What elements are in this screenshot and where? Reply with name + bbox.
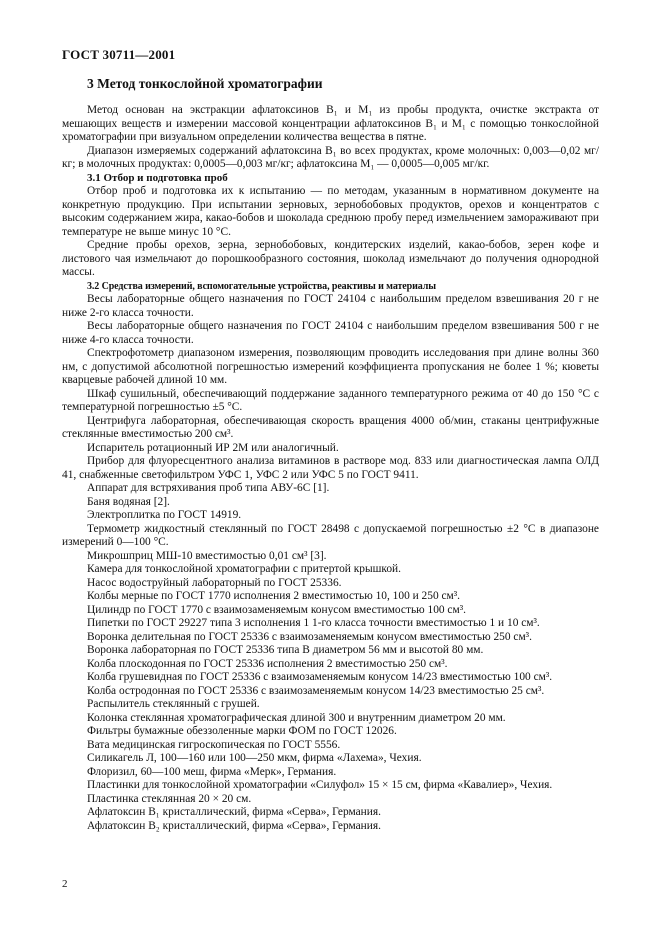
list-item: Микрошприц МШ-10 вместимостью 0,01 см³ [3]. [87,549,327,562]
page-content [62,76,599,833]
section-title: 3 Метод тонкослойной хроматографии [87,76,323,91]
list-item: Пипетки по ГОСТ 29227 типа 3 исполнения 1 1-го класса точности вместимостью 1 и 10 см³. [87,617,540,629]
list-item: Камера для тонкослойной хроматографии с притертой крышкой. [87,563,401,575]
list-item: Колба грушевидная по ГОСТ 25336 с взаимозаменяемым конусом 14/23 вместимостью 100 см³. [87,671,553,683]
list-item: Колонка стеклянная хроматографическая длиной 300 и внутренним диаметром 20 мм. [87,711,506,724]
paragraph: Средние пробы орехов, зерна, зернобобовых, кондитерских изделий, какао-бобов, зерен кофе и листового чая измельчают до порошкообразного состояния, шоколад измельчают до получения однородной массы. [62,239,599,278]
list-item: Термометр жидкостный стеклянный по ГОСТ 28498 с допускаемой погрешностью ±2 °С в диапазоне измерений 0—100 °С. [62,522,599,548]
list-item: Испаритель ротационный ИР 2М или аналогичный. [87,441,339,454]
list-item: Колбы мерные по ГОСТ 1770 исполнения 2 вместимостью 10, 100 и 250 см³. [87,590,461,602]
intro-paragraph: Диапазон измеряемых содержаний афлатоксина B₁ во всех продуктах, кроме молочных: 0,003—0,02 мг/кг; в молочных продуктах: 0,0005—0,003 мг/кг; афлатоксина M₁ — 0,0005—0,005 мг/кг. [62,144,599,170]
list-item: Фильтры бумажные обеззоленные марки ФОМ по ГОСТ 12026. [87,725,397,737]
list-item: Распылитель стеклянный с грушей. [87,698,260,710]
intro-paragraph: Метод основан на экстракции афлатоксинов B₁ и M₁ из пробы продукта, очистке экстракта от мешающих веществ и измерении массовой концентрации афлатоксинов B₁ и M₁ с помощью тонкослойной хроматографии при визуальном определении количества вещества в пятне. [62,104,599,143]
list-item: Весы лабораторные общего назначения по ГОСТ 24104 с наибольшим пределом взвешивания 500 г не ниже 4-го класса точности. [62,320,599,346]
list-item: Воронка делительная по ГОСТ 25336 с взаимозаменяемым конусом вместимостью 250 см³. [87,630,532,643]
subsection-title: 3.2 Средства измерений, вспомогательные устройства, реактивы и материалы [87,280,436,292]
list-item: Силикагель Л, 100—160 или 100—250 мкм, фирма «Лахема», Чехия. [87,752,422,764]
list-item: Пластинка стеклянная 20 × 20 см. [87,792,252,805]
list-item: Насос водоструйный лабораторный по ГОСТ 25336. [87,576,342,589]
list-item: Шкаф сушильный, обеспечивающий поддержание заданного температурного режима от 40 до 150 °С с температурной погрешностью ±5 °С. [62,387,599,413]
list-item: Вата медицинская гигроскопическая по ГОСТ 5556. [87,738,341,751]
list-item: Афлатоксин B₂ кристаллический, фирма «Серва», Германия. [87,819,381,832]
subsection-title: 3.1 Отбор и подготовка проб [87,171,228,184]
list-item: Воронка лабораторная по ГОСТ 25336 типа В диаметром 56 мм и высотой 80 мм. [87,644,484,656]
list-item: Весы лабораторные общего назначения по ГОСТ 24104 с наибольшим пределом взвешивания 20 г не ниже 2-го класса точности. [62,293,599,319]
list-item: Центрифуга лабораторная, обеспечивающая скорость вращения 4000 об/мин, стаканы центрифужные стеклянные вместимостью 200 см³. [62,414,599,440]
list-item: Афлатоксин B₁ кристаллический, фирма «Серва», Германия. [87,806,381,818]
equipment-list [62,293,599,833]
list-item: Спектрофотометр диапазоном измерения, позволяющим проводить исследования при длине волны 360 нм, с допустимой абсолютной погрешностью измерений коэффициента пропускания не более 1 %; кюветы кварцевые рабочей длиной 10 мм. [62,347,599,386]
paragraph: Отбор проб и подготовка их к испытанию — по методам, указанным в нормативном документе на конкретную продукцию. При испытании зерновых, зернобобовых продуктов, орехов и концентратов с высоким содержанием жира, какао-бобов и шоколада среднюю пробу перед измельчением замораживают при температуре не выше минус 10 °С. [62,185,599,238]
list-item: Флоризил, 60—100 меш, фирма «Мерк», Германия. [87,765,337,778]
document-header: ГОСТ 30711—2001 [62,47,176,62]
list-item: Колба плоскодонная по ГОСТ 25336 исполнения 2 вместимостью 250 см³. [87,657,448,670]
list-item: Колба остродонная по ГОСТ 25336 с взаимозаменяемым конусом 14/23 вместимостью 25 см³. [87,684,545,697]
list-item: Баня водяная [2]. [87,495,170,508]
page-number: 2 [62,878,68,890]
list-item: Электроплитка по ГОСТ 14919. [87,509,242,521]
list-item: Цилиндр по ГОСТ 1770 с взаимозаменяемым конусом вместимостью 100 см³. [87,603,466,616]
list-item: Пластинки для тонкослойной хроматографии «Силуфол» 15 × 15 см, фирма «Кавалиер», Чехия. [87,779,553,791]
list-item: Прибор для флуоресцентного анализа витаминов в растворе мод. 833 или диагностическая лампа ОЛД 41, снабженные светофильтром УФС 1, УФС 2 или УФС 5 по ГОСТ 9411. [62,455,599,481]
list-item: Аппарат для встряхивания проб типа АВУ-6С [1]. [87,482,330,494]
